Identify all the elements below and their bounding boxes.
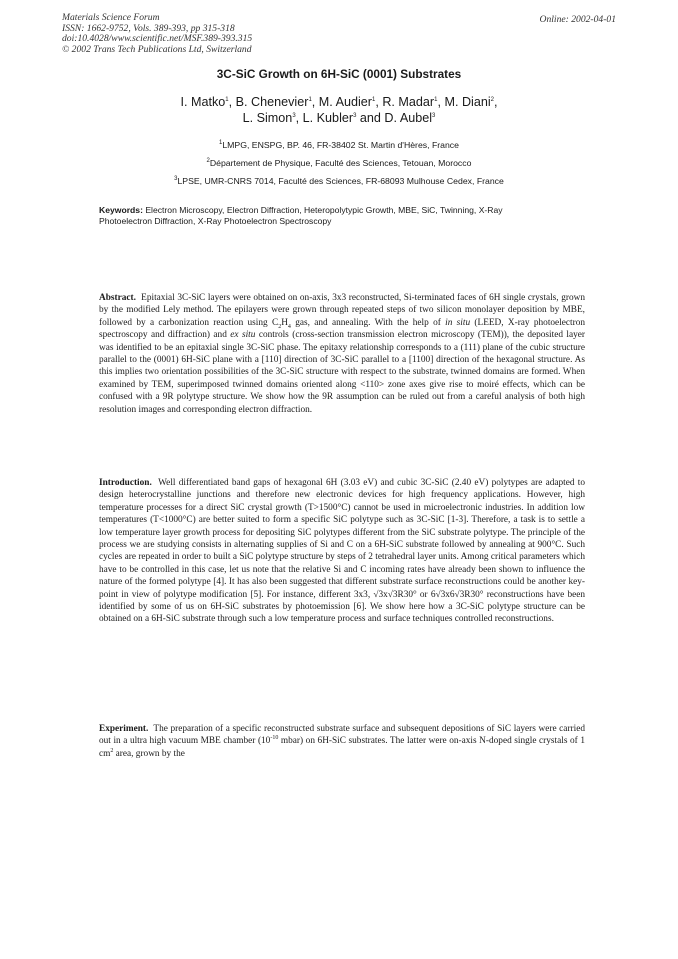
abstract-text: gas, and annealing. With the help of — [290, 317, 446, 328]
author-list — [0, 94, 678, 126]
issn-line: ISSN: 1662-9752, Vols. 389-393, pp 315-318 — [62, 22, 235, 34]
copyright-line: © 2002 Trans Tech Publications Ltd, Switzerland — [62, 43, 252, 55]
author-name: R. Madar — [382, 95, 435, 109]
author-affil-mark: 1 — [434, 96, 438, 103]
author-affil-mark: 2 — [490, 96, 494, 103]
subscript: 4 — [287, 323, 291, 330]
abstract-text: controls (cross-section transmission electron microscopy (TEM)), the deposited layer was identified to be an epitaxial single 3C-SiC phase. The epitaxy relationship corresponds to a (111) plane of the cubic structure parallel to the (0001) 6H-SiC plane with a [110] direction of 3C-SiC parallel to a [1100] direction of the hexagonal structure. As this implies two orientation possibilities of the 3C-SiC structure with respect to the substrate, twinned domains are formed. When examined by TEM, superimposed twinned domains oriented along <110> zone axes give rise to moiré effects, which can be confused with a 9R polytype structure. We show how the 9R assumption can be ruled out from a careful analysis of both high resolution images and corresponding electron diffraction. — [99, 330, 586, 415]
superscript: 2 — [110, 747, 114, 754]
author-affil-mark: 3 — [353, 112, 357, 119]
experiment-text: mbar) on 6H-SiC substrates. The latter were on-axis N-doped single crystals of 1 cm — [99, 736, 585, 759]
abstract-section — [99, 292, 585, 416]
affiliation-text: Département de Physique, Faculté des Sciences, Tetouan, Morocco — [209, 158, 472, 168]
affiliation-text: LMPG, ENSPG, BP. 46, FR-38402 St. Martin d'Hères, France — [222, 140, 459, 150]
author-affil-mark: 3 — [292, 112, 296, 119]
abstract-text: (LEED, X-ray photoelectron spectroscopy and diffraction) and — [99, 317, 585, 341]
introduction-label: Introduction. — [99, 478, 152, 488]
italic-term: in situ — [445, 317, 471, 328]
abstract-text: Epitaxial 3C-SiC layers were obtained on on-axis, 3x3 reconstructed, Si-terminated faces of 6H single crystals, grown by the modified Lely method. The epilayers were grown through repeated steps of two silicon monolayer deposition by MBE, followed by a carbonization reaction using C — [99, 293, 586, 328]
online-date: Online: 2002-04-01 — [539, 14, 616, 25]
journal-header — [62, 13, 252, 55]
keywords-text: Electron Microscopy, Electron Diffraction, Heteropolytypic Growth, MBE, SiC, Twinning, X-Ray Photoelectron Diffraction, X-Ray Photoelectron Spectroscopy — [99, 205, 503, 226]
affiliation-number: 1 — [219, 140, 223, 147]
author-line-1: I. Matko$^1$, B. Chenevier$^1$, M. Audier$^1$, R. Madar$^1$, M. Diani$^2$, — [180, 95, 498, 109]
author-affil-mark: 1 — [308, 96, 312, 103]
subscript: 2 — [278, 323, 282, 330]
affiliation-number: 2 — [206, 158, 210, 165]
author-name: L. Simon — [242, 111, 293, 125]
affiliation-list — [0, 136, 678, 190]
abstract-text: H — [281, 317, 288, 328]
author-name: I. Matko — [180, 95, 226, 109]
italic-term: ex situ — [230, 330, 256, 341]
abstract-label: Abstract. — [99, 293, 136, 303]
affiliation-number: 3 — [174, 176, 178, 183]
author-name: B. Chenevier — [235, 95, 309, 109]
author-affil-mark: 3 — [432, 112, 436, 119]
affiliation — [0, 172, 678, 190]
author-affil-mark: 1 — [225, 96, 229, 103]
affiliation-text: LPSE, UMR-CNRS 7014, Faculté des Sciences, FR-68093 Mulhouse Cedex, France — [177, 176, 504, 186]
keywords-label: Keywords: — [99, 205, 143, 215]
experiment-section — [99, 723, 585, 760]
introduction-section — [99, 477, 585, 626]
superscript: -10 — [270, 735, 279, 742]
author-name: M. Audier — [318, 95, 372, 109]
experiment-label: Experiment. — [99, 724, 149, 734]
affiliation — [0, 154, 678, 172]
journal-name: Materials Science Forum — [62, 12, 160, 23]
author-name: M. Diani — [444, 95, 491, 109]
experiment-text: The preparation of a specific reconstructed substrate surface and subsequent depositions of SiC layers were carried out in a ultra high vacuum MBE chamber (10 — [99, 724, 585, 747]
introduction-text: Well differentiated band gaps of hexagonal 6H (3.03 eV) and cubic 3C-SiC (2.40 eV) polytypes are adapted to design heterocrystalline junctions and therefore new electronic devices for high frequency applications. However, high temperature processes for a direct SiC crystal growth (T>1500°C) cannot be used in microelectronic industries. In addition low temperatures (T<1000°C) are better suited to form a specific SiC polytype such as 3C-SiC [1-3]. Therefore, a task is to settle a low temperature layer growth process for depositing SiC polytypes different from the SiC substrate polytype. The principle of the process we are studying consists in alternating supplies of Si and C on a 6H-SiC substrate followed by annealing at 900°C. Such cycles are repeated in order to built a SiC polytype structure by steps of 2 tetrahedral layer units. Among critical parameters which have to be controlled in this case, let us note that the relative Si and C incoming rates have already been shown to influence the nature of the formed polytype [4]. It has also been suggested that different substrate surface reconstructions could be another key-point in view of polytype modification [5]. For instance, different 3x3, √3x√3R30° or 6√3x6√3R30° reconstructions have been identified by some of us on 6H-SiC substrates by photoemission [6]. We show here how a 3C-SiC polytype structure can be obtained on a 6H-SiC substrate through such a low temperature process and surface techniques controlled reconstructions. — [99, 478, 585, 625]
author-affil-mark: 1 — [371, 96, 376, 103]
author-name: L. Kubler — [302, 111, 354, 125]
doi-line: doi:10.4028/www.scientific.net/MSF.389-393.315 — [62, 33, 253, 45]
author-name: D. Aubel — [384, 111, 433, 125]
experiment-text: area, grown by the — [113, 748, 185, 759]
author-line-2: L. Simon$^3$, L. Kubler$^3$ and D. Aubel$^3$ — [242, 111, 436, 125]
paper-title: 3C-SiC Growth on 6H-SiC (0001) Substrates — [216, 67, 462, 81]
keywords-block — [99, 205, 519, 227]
author-and: and — [359, 111, 381, 125]
affiliation — [0, 136, 678, 154]
